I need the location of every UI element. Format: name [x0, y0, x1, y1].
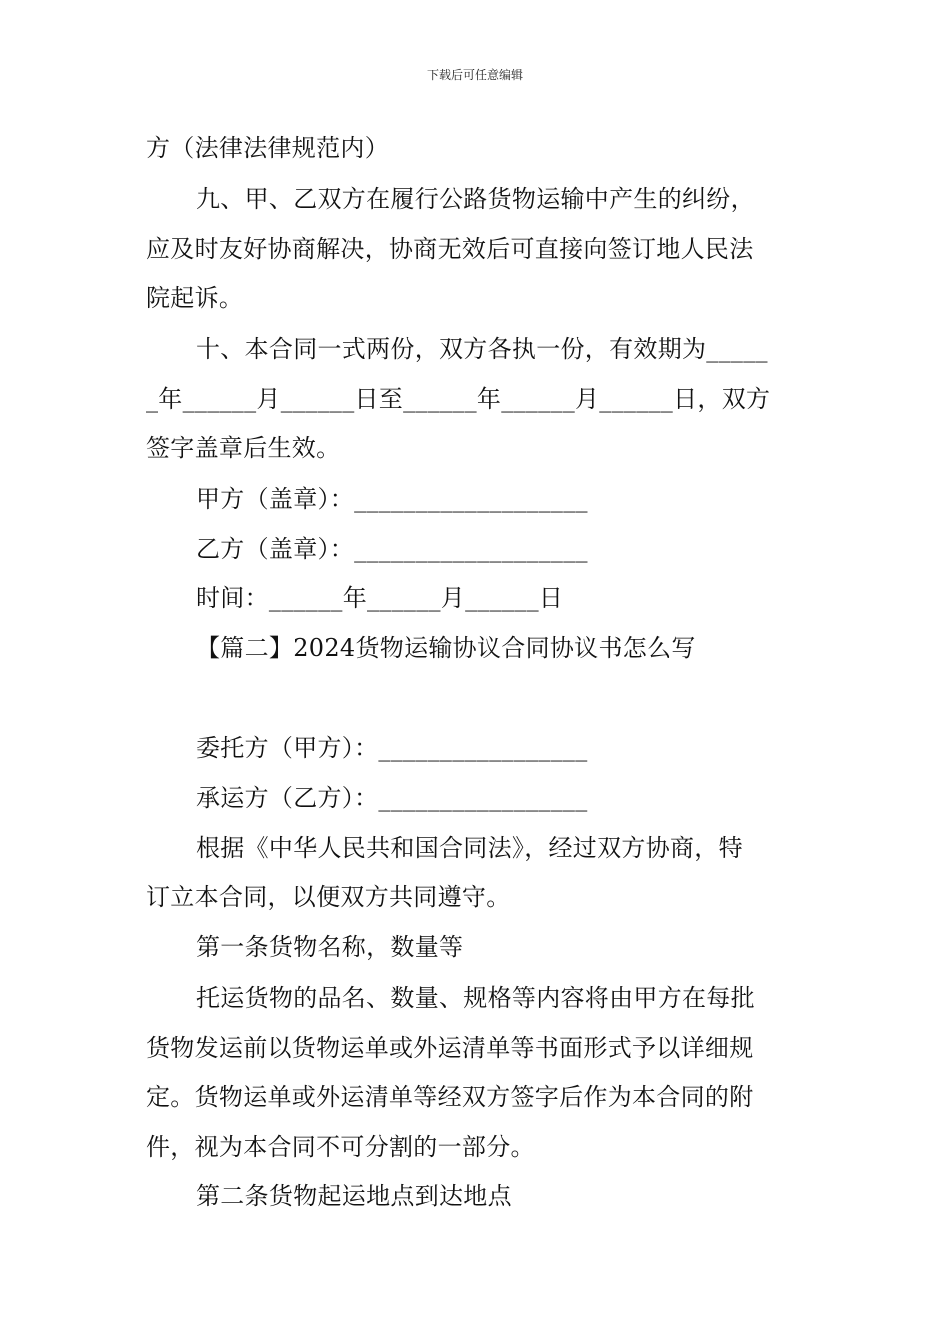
- article-1-line-2: 货物发运前以货物运单或外运清单等书面形式予以详细规: [146, 1034, 754, 1062]
- clause-10-line-2: _年______月______日至______年______月______日，双方: [146, 385, 771, 413]
- preamble-line-1: 根据《中华人民共和国合同法》，经过双方协商，特: [196, 834, 743, 862]
- page-header: 下载后可任意编辑: [426, 68, 523, 82]
- carrier-line: 承运方（乙方）：_________________: [196, 784, 588, 812]
- consignor-line: 委托方（甲方）：_________________: [196, 734, 588, 762]
- party-b-seal-line: 乙方（盖章）：___________________: [196, 535, 588, 563]
- clause-10-line-1: 十、本合同一式两份，双方各执一份，有效期为_____: [196, 335, 768, 363]
- section-heading: 【篇二】2024货物运输协议合同协议书怎么写: [196, 634, 696, 662]
- clause-10-line-3: 签字盖章后生效。: [146, 434, 341, 462]
- party-a-seal-line: 甲方（盖章）：___________________: [196, 485, 588, 513]
- article-1-heading: 第一条货物名称，数量等: [196, 933, 464, 961]
- clause-9-line-1: 九、甲、乙双方在履行公路货物运输中产生的纠纷，: [196, 185, 755, 213]
- date-line: 时间：______年______月______日: [196, 584, 564, 612]
- article-1-line-3: 定。货物运单或外运清单等经双方签字后作为本合同的附: [146, 1083, 754, 1111]
- article-2-heading: 第二条货物起运地点到达地点: [196, 1182, 512, 1210]
- preamble-line-2: 订立本合同，以便双方共同遵守。: [146, 883, 511, 911]
- clause-9-line-3: 院起诉。: [146, 284, 244, 312]
- article-1-line-1: 托运货物的品名、数量、规格等内容将由甲方在每批: [196, 984, 755, 1012]
- clause-9-line-2: 应及时友好协商解决，协商无效后可直接向签订地人民法: [146, 235, 754, 263]
- article-1-line-4: 件，视为本合同不可分割的一部分。: [146, 1133, 535, 1161]
- text-line-scope: 方（法律法律规范内）: [146, 134, 389, 162]
